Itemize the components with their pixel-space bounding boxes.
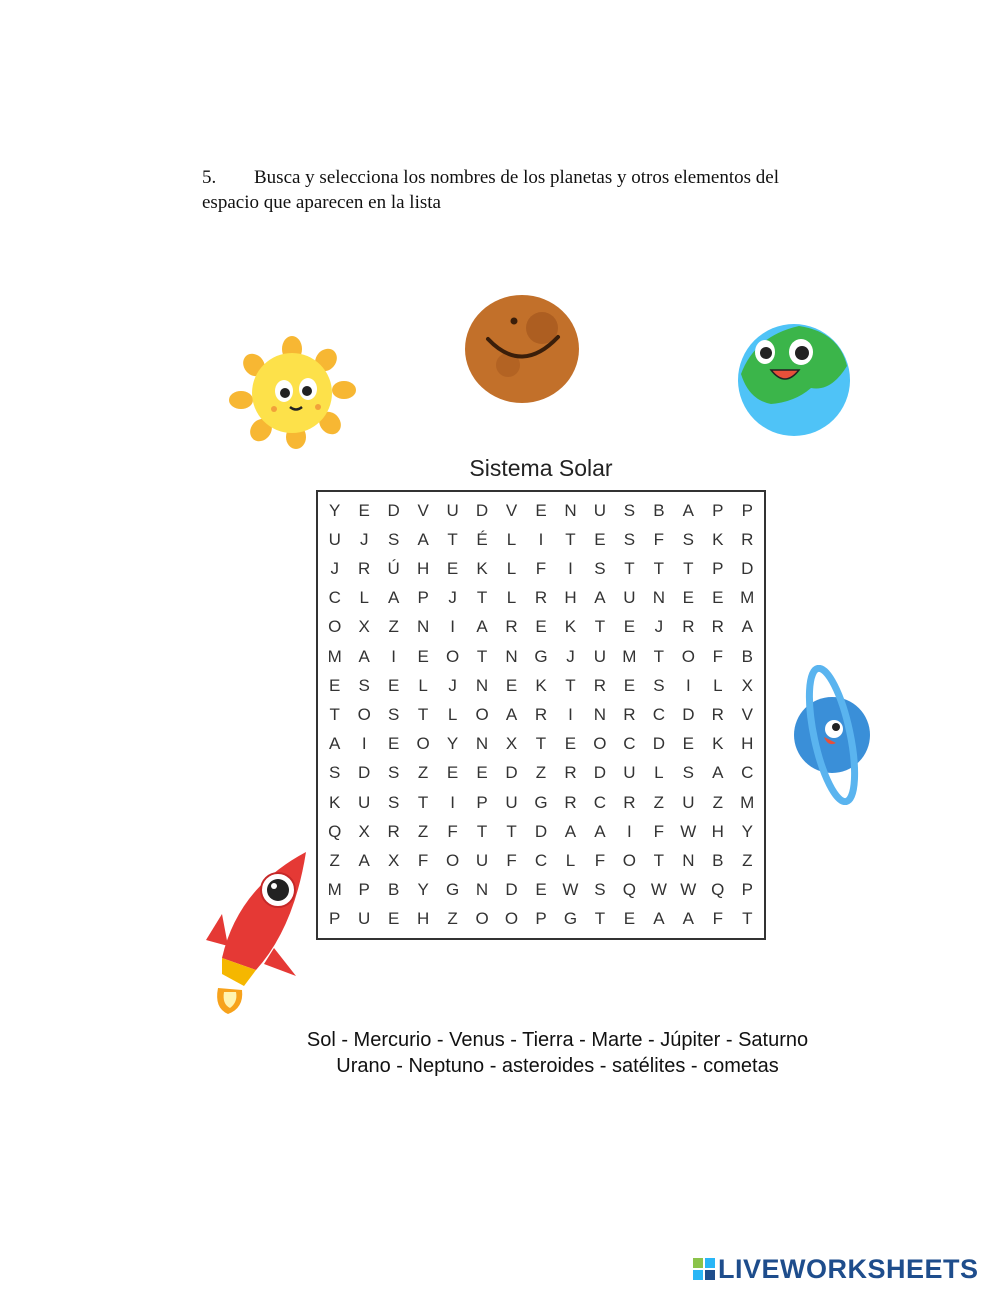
grid-cell[interactable]: T [742,909,753,929]
grid-cell[interactable]: O [445,646,460,666]
grid-cell[interactable]: F [712,909,723,929]
grid-cell[interactable]: H [564,588,577,608]
grid-cell[interactable]: D [505,880,518,900]
grid-cell[interactable]: T [506,821,517,841]
grid-cell[interactable]: F [653,821,665,841]
grid-cell[interactable]: I [450,617,455,637]
grid-cell[interactable]: E [387,734,400,754]
grid-cell[interactable]: D [358,763,371,783]
grid-cell[interactable]: S [387,529,400,549]
grid-cell[interactable]: T [594,909,606,929]
grid-cell[interactable]: E [623,909,636,929]
grid-cell[interactable]: J [448,675,457,695]
grid-cell[interactable]: A [682,909,694,929]
grid-cell[interactable]: S [387,792,400,812]
grid-cell[interactable]: O [504,909,519,929]
grid-cell[interactable]: J [330,558,339,578]
grid-cell[interactable]: X [387,850,400,870]
grid-cell[interactable]: E [505,675,518,695]
grid-cell[interactable]: E [594,529,606,549]
grid-cell[interactable]: E [417,646,429,666]
grid-cell[interactable]: A [712,763,724,783]
grid-cell[interactable]: W [650,880,667,900]
grid-cell[interactable]: E [712,588,724,608]
grid-cell[interactable]: I [568,558,573,578]
grid-cell[interactable]: Z [417,763,429,783]
grid-cell[interactable]: W [680,880,697,900]
grid-cell[interactable]: A [358,646,370,666]
grid-cell[interactable]: D [387,500,400,520]
grid-cell[interactable]: W [562,880,579,900]
grid-cell[interactable]: A [329,734,341,754]
grid-cell[interactable]: E [682,734,694,754]
grid-cell[interactable]: U [505,792,518,812]
grid-cell[interactable]: P [358,880,370,900]
grid-cell[interactable]: C [741,763,754,783]
grid-cell[interactable]: E [358,500,370,520]
grid-cell[interactable]: M [740,792,755,812]
grid-cell[interactable]: T [565,675,576,695]
grid-cell[interactable]: O [622,850,636,870]
grid-cell[interactable]: T [417,792,429,812]
grid-cell[interactable]: P [476,792,488,812]
grid-cell[interactable]: R [682,617,695,637]
grid-cell[interactable]: L [654,763,664,783]
saturn-character-icon [780,665,890,805]
grid-cell[interactable]: L [359,588,369,608]
grid-cell[interactable]: E [623,675,636,695]
grid-cell[interactable]: Z [417,821,429,841]
grid-cell[interactable]: M [622,646,637,666]
grid-cell[interactable]: X [358,821,370,841]
grid-cell[interactable]: T [476,588,488,608]
grid-cell[interactable]: T [653,850,665,870]
grid-cell[interactable]: Q [328,821,342,841]
grid-cell[interactable]: J [448,588,457,608]
grid-cell[interactable]: Q [622,880,636,900]
grid-cell[interactable]: G [534,646,548,666]
grid-cell[interactable]: F [417,850,429,870]
grid-cell[interactable]: N [505,646,518,666]
grid-cell[interactable]: E [476,763,488,783]
grid-cell[interactable]: W [680,821,697,841]
grid-cell[interactable]: A [653,909,665,929]
grid-cell[interactable]: E [446,558,459,578]
grid-cell[interactable]: S [594,558,606,578]
grid-cell[interactable]: U [358,909,371,929]
grid-cell[interactable]: S [623,500,636,520]
grid-cell[interactable]: G [534,792,548,812]
grid-cell[interactable]: N [564,500,577,520]
grid-cell[interactable]: Z [535,763,547,783]
grid-cell[interactable]: F [447,821,458,841]
grid-cell[interactable]: K [564,617,577,637]
grid-cell[interactable]: A [682,500,694,520]
grid-cell[interactable]: L [506,529,517,549]
grid-cell[interactable]: L [565,850,576,870]
grid-cell[interactable]: D [475,500,489,520]
grid-cell[interactable]: X [741,675,753,695]
grid-cell[interactable]: I [538,529,544,549]
grid-cell[interactable]: A [594,821,606,841]
grid-cell[interactable]: K [535,675,547,695]
logo-mark-icon [692,1257,716,1281]
grid-cell[interactable]: O [445,850,460,870]
grid-cell[interactable]: E [446,763,459,783]
grid-cell[interactable]: C [534,850,548,870]
grid-cell[interactable]: S [653,675,665,695]
grid-cell[interactable]: B [653,500,665,520]
grid-cell[interactable]: R [534,588,548,608]
grid-cell[interactable]: E [623,617,636,637]
grid-cell[interactable]: F [712,646,723,666]
grid-cell[interactable]: O [357,704,371,724]
grid-cell[interactable]: A [476,617,488,637]
grid-cell[interactable]: I [568,704,573,724]
grid-cell[interactable]: G [563,909,578,929]
grid-cell[interactable]: J [566,646,575,666]
grid-cell[interactable]: Y [329,500,341,520]
grid-cell[interactable]: T [624,558,635,578]
grid-cell[interactable]: S [594,880,606,900]
grid-cell[interactable]: T [653,558,665,578]
grid-cell[interactable]: S [682,529,694,549]
grid-cell[interactable]: L [447,704,458,724]
grid-cell[interactable]: Ú [387,558,400,578]
grid-cell[interactable]: D [652,734,665,754]
grid-cell[interactable]: R [564,763,577,783]
grid-cell[interactable]: S [682,763,694,783]
grid-cell[interactable]: L [506,558,517,578]
grid-cell[interactable]: D [682,704,695,724]
grid-cell[interactable]: V [417,500,429,520]
grid-cell[interactable]: B [712,850,724,870]
grid-cell[interactable]: R [711,617,724,637]
grid-cell[interactable]: N [475,675,489,695]
liveworksheets-logo [692,1254,979,1284]
grid-cell[interactable]: V [505,500,518,520]
grid-cell[interactable]: E [329,675,341,695]
grid-cell[interactable]: U [593,646,607,666]
grid-cell[interactable]: E [535,617,547,637]
grid-cell[interactable]: P [741,880,753,900]
grid-cell[interactable]: P [712,500,724,520]
grid-cell[interactable]: N [416,617,430,637]
grid-cell[interactable]: R [741,529,754,549]
grid-cell[interactable]: I [361,734,367,754]
grid-cell[interactable]: Z [388,617,399,637]
logo-text: LIVEWORKSHEETS [718,1253,979,1284]
grid-cell[interactable]: D [534,821,548,841]
grid-cell[interactable]: E [535,880,547,900]
grid-cell[interactable]: S [623,529,636,549]
grid-cell[interactable]: S [387,763,400,783]
grid-cell[interactable]: V [741,704,753,724]
grid-cell[interactable]: N [593,704,607,724]
grid-cell[interactable]: T [653,646,665,666]
grid-cell[interactable]: A [741,617,753,637]
grid-cell[interactable]: K [329,792,341,812]
word-list-line-2: Urano - Neptuno - asteroides - satélites - cometas [336,1055,779,1077]
rocket-icon [198,848,316,1016]
grid-cell[interactable]: I [450,792,455,812]
grid-cell[interactable]: F [653,529,665,549]
grid-cell[interactable]: T [329,704,340,724]
grid-cell[interactable]: N [475,734,489,754]
grid-cell[interactable]: Y [741,821,753,841]
grid-cell[interactable]: I [685,675,691,695]
word-list-line-1: Sol - Mercurio - Venus - Tierra - Marte - Júpiter - Saturno [306,1029,809,1051]
grid-cell[interactable]: P [417,588,429,608]
grid-cell[interactable]: S [387,704,400,724]
grid-cell[interactable]: R [623,704,636,724]
grid-cell[interactable]: Q [711,880,725,900]
grid-cell[interactable]: H [741,734,754,754]
grid-cell[interactable]: B [741,646,753,666]
grid-cell[interactable]: X [358,617,370,637]
grid-cell[interactable]: M [327,646,342,666]
grid-cell[interactable]: O [328,617,342,637]
grid-cell[interactable]: N [475,880,489,900]
sun-character-icon [226,335,358,450]
grid-cell[interactable]: T [535,734,547,754]
grid-cell[interactable]: L [418,675,428,695]
grid-cell[interactable]: A [358,850,370,870]
grid-cell[interactable]: O [475,909,489,929]
grid-cell[interactable]: F [594,850,606,870]
grid-cell[interactable]: D [505,763,518,783]
grid-cell[interactable]: F [535,558,547,578]
grid-cell[interactable]: Z [447,909,458,929]
grid-cell[interactable]: R [505,617,518,637]
grid-cell[interactable]: C [328,588,341,608]
grid-cell[interactable]: L [713,675,723,695]
grid-cell[interactable]: O [416,734,430,754]
grid-cell[interactable]: S [329,763,341,783]
grid-cell[interactable]: E [564,734,577,754]
grid-cell[interactable]: M [740,588,755,608]
grid-cell[interactable]: M [327,880,342,900]
grid-cell[interactable]: S [358,675,370,695]
grid-cell[interactable]: U [446,500,459,520]
grid-cell[interactable]: R [711,704,724,724]
grid-cell[interactable]: E [535,500,547,520]
grid-cell[interactable]: H [416,909,430,929]
grid-cell[interactable]: T [476,821,488,841]
grid-cell[interactable]: Y [417,880,429,900]
grid-cell[interactable]: U [682,792,695,812]
grid-cell[interactable]: R [387,821,400,841]
word-list [270,1027,845,1079]
grid-cell[interactable]: X [505,734,518,754]
instruction-number: 5. [202,167,217,188]
grid-cell[interactable]: F [506,850,517,870]
grid-cell[interactable]: E [387,909,400,929]
grid-cell[interactable]: G [445,880,460,900]
mars-character-icon [462,293,582,405]
grid-cell[interactable]: U [328,529,341,549]
grid-cell[interactable]: E [387,675,400,695]
word-search-grid[interactable] [316,490,766,940]
grid-cell[interactable]: O [681,646,695,666]
grid-cell[interactable]: U [358,792,371,812]
grid-cell[interactable]: K [476,558,488,578]
grid-cell[interactable]: B [387,880,400,900]
grid-cell[interactable]: T [683,558,694,578]
grid-cell[interactable]: Z [712,792,723,812]
grid-cell[interactable]: Y [446,734,459,754]
grid-cell[interactable]: T [417,704,429,724]
grid-cell[interactable]: I [627,821,632,841]
grid-cell[interactable]: Z [653,792,665,812]
grid-cell[interactable]: U [623,588,636,608]
grid-cell[interactable]: A [417,529,429,549]
grid-cell[interactable]: L [506,588,517,608]
grid-cell[interactable]: C [593,792,607,812]
earth-character-icon [735,322,853,438]
grid-cell[interactable]: E [682,588,694,608]
puzzle-title: Sistema Solar [469,455,613,481]
grid-cell[interactable]: T [594,617,606,637]
grid-cell[interactable]: J [359,529,369,549]
grid-cell[interactable]: É [476,529,488,549]
grid-cell[interactable]: U [475,850,489,870]
grid-cell[interactable]: A [594,588,606,608]
grid-cell[interactable]: K [712,529,724,549]
grid-cell[interactable]: H [711,821,724,841]
grid-cell[interactable]: C [623,734,636,754]
grid-cell[interactable]: N [652,588,665,608]
grid-cell[interactable]: Z [742,850,753,870]
grid-cell[interactable]: T [447,529,458,549]
grid-cell[interactable]: O [593,734,607,754]
instruction [202,165,822,215]
grid-cell[interactable]: R [593,675,607,695]
grid-cell[interactable]: H [416,558,430,578]
grid-cell[interactable]: O [475,704,489,724]
grid-cell[interactable]: N [682,850,695,870]
grid-cell[interactable]: T [476,646,488,666]
grid-cell[interactable]: J [654,617,664,637]
grid-cell[interactable]: A [387,588,400,608]
grid-cell[interactable]: A [564,821,577,841]
grid-cell[interactable]: D [593,763,607,783]
grid-cell[interactable]: D [741,558,754,578]
grid-cell[interactable]: C [652,704,665,724]
grid-cell[interactable]: U [593,500,607,520]
grid-cell[interactable]: U [623,763,636,783]
grid-cell[interactable]: P [535,909,547,929]
grid-cell[interactable]: R [358,558,371,578]
grid-cell[interactable]: K [712,734,724,754]
grid-cell[interactable]: R [564,792,577,812]
grid-cell[interactable]: Z [329,850,340,870]
grid-cell[interactable]: R [534,704,548,724]
grid-cell[interactable]: P [741,500,753,520]
instruction-text: Busca y selecciona los nombres de los planetas y otros elementos del espacio que aparecen en la lista [202,167,780,213]
grid-cell[interactable]: P [329,909,341,929]
grid-cell[interactable]: T [565,529,576,549]
grid-cell[interactable]: A [505,704,518,724]
grid-cell[interactable]: R [623,792,636,812]
grid-cell[interactable]: P [712,558,724,578]
grid-cell[interactable]: I [391,646,397,666]
